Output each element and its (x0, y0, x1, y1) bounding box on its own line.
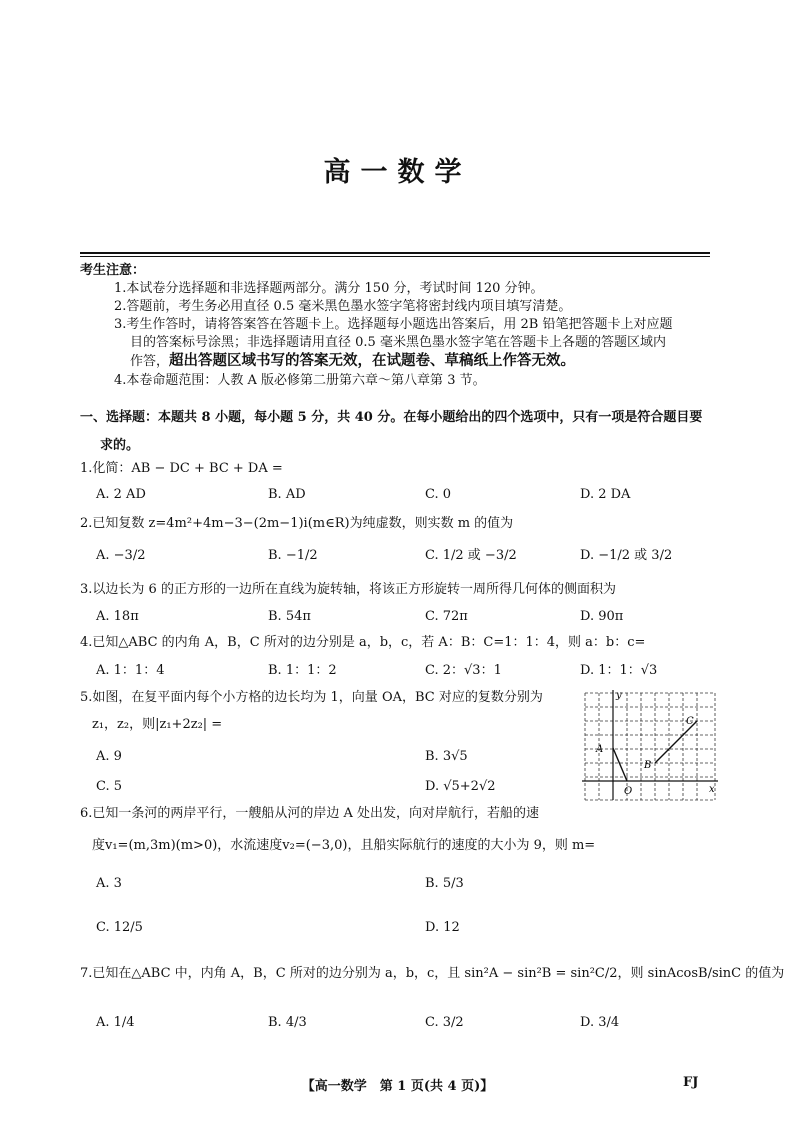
vector-oa (613, 748, 627, 781)
q3-stem: 3.以边长为 6 的正方形的一边所在直线为旋转轴，将该正方形旋转一周所得几何体的侧面积为 (80, 582, 616, 597)
q6-stem-cont: 度v₁=(m,3m)(m>0)，水流速度v₂=(−3,0)，且船实际航行的速度的大小为 9，则 m= (92, 838, 596, 853)
vector-bc (655, 721, 697, 763)
paper-code: FJ (683, 1075, 699, 1090)
notice-item: 作答，超出答题区域书写的答案无效，在试题卷、草稿纸上作答无效。 (130, 352, 576, 369)
q2-option-b: B. −1/2 (268, 548, 318, 563)
notice-item: 2.答题前，考生务必用直径 0.5 毫米黑色墨水签字笔将密封线内项目填写清楚。 (114, 299, 572, 314)
notice-item: 目的答案标号涂黑；非选择题请用直径 0.5 毫米黑色墨水签字笔在答题卡上各题的答题区域内 (130, 335, 666, 350)
label-y: y (616, 690, 622, 701)
q7-option-a: A. 1/4 (96, 1015, 135, 1030)
q6-option-d: D. 12 (425, 920, 460, 935)
q4-option-a: A. 1：1：4 (96, 663, 165, 678)
q7-option-c: C. 3/2 (425, 1015, 464, 1030)
q1-option-d: D. 2 DA (580, 487, 631, 502)
q1-option-c: C. 0 (425, 487, 452, 502)
q1-stem: 1.化简：AB − DC + BC + DA = (80, 461, 283, 476)
label-c: C (686, 716, 694, 727)
q3-option-c: C. 72π (425, 609, 468, 624)
q4-option-c: C. 2：√3：1 (425, 663, 502, 678)
q5-option-c: C. 5 (96, 779, 123, 794)
q6-option-a: A. 3 (96, 876, 122, 891)
q3-option-b: B. 54π (268, 609, 311, 624)
q2-option-c: C. 1/2 或 −3/2 (425, 548, 517, 563)
q1-option-a: A. 2 AD (96, 487, 146, 502)
q5-option-a: A. 9 (96, 749, 122, 764)
divider (80, 256, 710, 257)
label-x: x (709, 784, 715, 795)
page-title: 高一数学 (323, 157, 472, 188)
complex-plane-figure (580, 688, 720, 806)
label-a: A (596, 744, 604, 755)
notice-heading: 考生注意： (80, 263, 146, 278)
q7-option-b: B. 4/3 (268, 1015, 307, 1030)
q5-stem: 5.如图，在复平面内每个小方格的边长均为 1，向量 OA，BC 对应的复数分别为 (80, 690, 543, 705)
label-o: O (624, 786, 633, 797)
section-heading-cont: 求的。 (100, 438, 140, 453)
divider (80, 252, 710, 254)
notice-item: 3.考生作答时，请将答案答在答题卡上。选择题每小题选出答案后，用 2B 铅笔把答题卡上对应题 (114, 317, 673, 332)
q6-option-c: C. 12/5 (96, 920, 143, 935)
q3-option-d: D. 90π (580, 609, 624, 624)
q1-option-b: B. AD (268, 487, 306, 502)
q4-option-d: D. 1：1：√3 (580, 663, 658, 678)
q2-option-d: D. −1/2 或 3/2 (580, 548, 673, 563)
q6-option-b: B. 5/3 (425, 876, 464, 891)
q5-stem-cont: z₁，z₂，则|z₁+2z₂| = (92, 717, 223, 732)
q7-option-d: D. 3/4 (580, 1015, 620, 1030)
page-footer: 【高一数学 第 1 页(共 4 页)】 (301, 1079, 494, 1094)
q7-stem: 7.已知在△ABC 中，内角 A，B，C 所对的边分别为 a，b，c，且 sin²A − sin²B = sin²C/2，则 sinAcosB/sinC 的值为 (80, 966, 785, 981)
section-heading: 一、选择题：本题共 8 小题，每小题 5 分，共 40 分。在每小题给出的四个选项中，只有一项是符合题目要 (80, 410, 703, 425)
q2-stem: 2.已知复数 z=4m²+4m−3−(2m−1)i(m∈R)为纯虚数，则实数 m 的值为 (80, 516, 514, 531)
label-b: B (644, 760, 652, 771)
q3-option-a: A. 18π (96, 609, 139, 624)
q5-option-b: B. 3√5 (425, 749, 468, 764)
q2-option-a: A. −3/2 (96, 548, 146, 563)
q4-stem: 4.已知△ABC 的内角 A，B，C 所对的边分别是 a，b，c，若 A：B：C=1：1：4，则 a：b：c= (80, 635, 646, 650)
notice-item: 4.本卷命题范围：人教 A 版必修第二册第六章～第八章第 3 节。 (114, 373, 486, 388)
q4-option-b: B. 1：1：2 (268, 663, 337, 678)
q6-stem: 6.已知一条河的两岸平行，一艘船从河的岸边 A 处出发，向对岸航行，若船的速 (80, 806, 540, 821)
q5-option-d: D. √5+2√2 (425, 779, 496, 794)
notice-item: 1.本试卷分选择题和非选择题两部分。满分 150 分，考试时间 120 分钟。 (114, 281, 544, 296)
